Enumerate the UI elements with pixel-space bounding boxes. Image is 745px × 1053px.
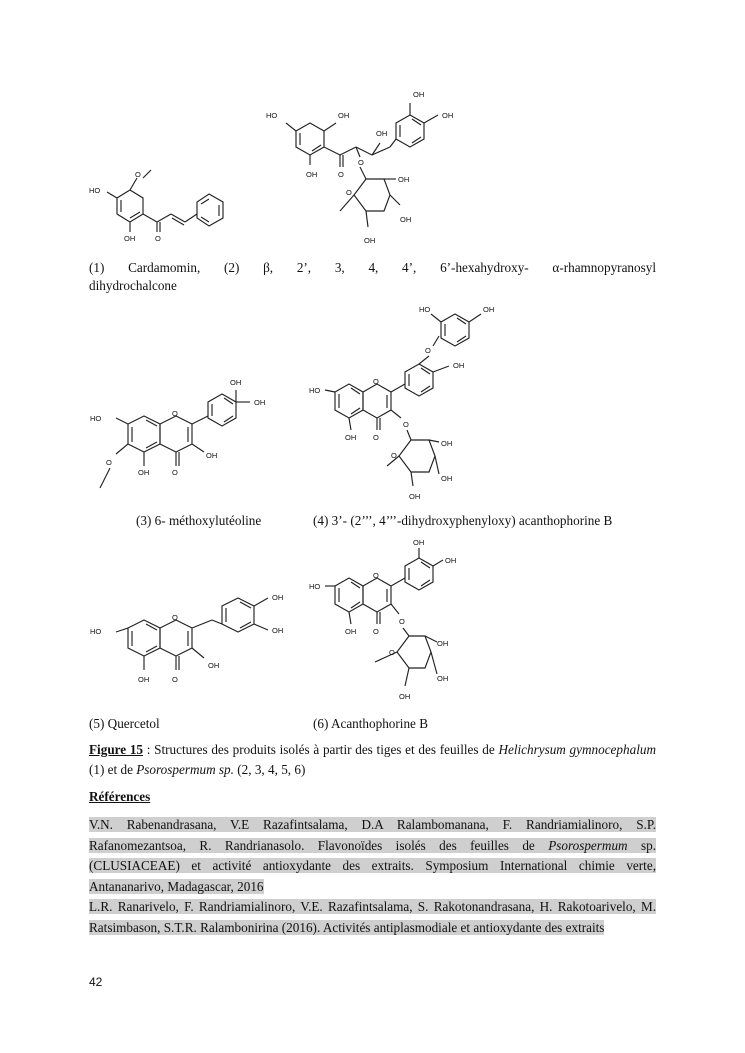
label-2-w1: β, [263, 260, 274, 275]
caption-species-2: Psorospermum sp. [136, 762, 234, 777]
oh-s2-4: OH [441, 474, 453, 483]
label-2-w4: 4, [368, 260, 379, 275]
reference-1 [89, 815, 656, 897]
oh-b-4: OH [453, 361, 465, 370]
ref1-text: V.N. Rabenandrasana, V.E Razafintsalama, D.A Ralambomanana, F. Randriamialinoro, S.P. Rafanomezantsoa, R. Randrianasolo. Flavonoïdes isolés des feuilles de [89, 817, 656, 853]
ketone-o-5: O [172, 675, 178, 684]
ref1-text-2: sp. (CLUSIACEAE) et activité antioxydante des extraits. Symposium International chimie verte, Antananarivo, Madagascar, 2016 [89, 837, 656, 894]
oh-c5-4: OH [345, 433, 357, 442]
label-2-w7: α-rhamnopyranosyl [552, 260, 657, 275]
label-2-num: (2) [223, 260, 240, 275]
ketone-o-1: O [155, 234, 161, 243]
oh-s2-6: OH [437, 674, 449, 683]
label-2-w2: 2’, [296, 260, 312, 275]
caption-text-3: (2, 3, 4, 5, 6) [233, 762, 306, 777]
label-4: (4) 3’- (2’’’, 4’’’-dihydroxyphenyloxy) acanthophorine B [313, 513, 613, 528]
methoxy-o-1: O [135, 170, 141, 179]
ho-4: HO [309, 386, 321, 395]
oh-top-3: OH [230, 378, 242, 387]
oh-2d: OH [413, 90, 425, 99]
label-5: (5) Quercetol [89, 716, 160, 731]
ho-1a: HO [89, 186, 101, 195]
label-2-w6: 6’-hexahydroxy- [440, 260, 529, 275]
label-1: (1) Cardamomin, [89, 260, 201, 275]
ho-3: HO [90, 414, 102, 423]
ether-o-2: O [358, 158, 364, 167]
oh-s1-4: OH [441, 439, 453, 448]
oh-2b: OH [338, 111, 350, 120]
oh-s3-6: OH [399, 692, 411, 701]
references-heading: Références [89, 789, 151, 804]
caption-text-2: (1) et de [89, 762, 137, 777]
oh-c5-6: OH [345, 627, 357, 636]
oh-2c: OH [306, 170, 318, 179]
figure-label: Figure 15 [89, 742, 144, 757]
oh-top-6: OH [413, 538, 425, 547]
label-2-line2: dihydrochalcone [89, 278, 177, 293]
oh-chain-2: OH [376, 129, 388, 138]
oh-c5-3: OH [138, 468, 150, 477]
bridge-o-4: O [425, 346, 431, 355]
ether-o-4: O [403, 420, 409, 429]
ring-o-6: O [373, 571, 379, 580]
structure-quercetol [88, 586, 298, 706]
structure-dihydroxyphenyloxy-acanthophorine-b [305, 300, 535, 505]
ho-2a: HO [266, 111, 278, 120]
ref1-italic: Psorospermum [548, 837, 628, 853]
ho-5: HO [90, 627, 102, 636]
oh-right-5: OH [272, 626, 284, 635]
ho-6: HO [309, 582, 321, 591]
oh-top-5: OH [272, 593, 284, 602]
ring-o-4: O [373, 377, 379, 386]
sugar-o-6: O [389, 648, 395, 657]
ring-o-3: O [172, 409, 178, 418]
oh-c5-5: OH [138, 675, 150, 684]
oh-c3-3: OH [206, 451, 218, 460]
ref2-text: L.R. Ranarivelo, F. Randriamialinoro, V.E. Razafintsalama, S. Rakotonandrasana, H. Rakotoarivelo, M. Ratsimbason, S.T.R. Ralambonirina (2016). Activités antiplasmodiale et antioxydante des extraits [89, 899, 656, 935]
page-number: 42 [89, 975, 103, 989]
ketone-o-4: O [373, 433, 379, 442]
caption-species-1: Helichrysum gymnocephalum [498, 742, 656, 757]
ketone-o-3: O [172, 468, 178, 477]
structure-hexahydroxy-dihydrochalcone [260, 85, 480, 255]
oh-s1-6: OH [437, 639, 449, 648]
label-6: (6) Acanthophorine B [313, 716, 428, 731]
reference-2 [89, 897, 656, 938]
oh-right-6: OH [445, 556, 457, 565]
sugar-o-4: O [391, 451, 397, 460]
label-2-w5: 4’, [402, 260, 417, 275]
structure-6-methoxyluteoline [88, 372, 288, 502]
label-3: (3) 6- méthoxylutéoline [136, 513, 262, 528]
ether-o-6: O [399, 617, 405, 626]
oh-1b: OH [124, 234, 136, 243]
ketone-o-2: O [338, 170, 344, 179]
oh-right-3: OH [254, 398, 266, 407]
oh-2e: OH [442, 111, 454, 120]
figure-caption [89, 740, 656, 780]
oh-s3-4: OH [409, 492, 421, 501]
ketone-o-6: O [373, 627, 379, 636]
compound-labels-1-2 [89, 259, 656, 277]
caption-text-1: : Structures des produits isolés à partir des tiges et des feuilles de [143, 742, 499, 757]
top-oh-4: OH [483, 305, 495, 314]
methoxy-o-3: O [106, 458, 112, 467]
top-ho-4: HO [419, 305, 431, 314]
oh-r2-2: OH [400, 215, 412, 224]
ring-o-2: O [346, 188, 352, 197]
oh-r3-2: OH [364, 236, 376, 245]
oh-c3-5: OH [208, 661, 220, 670]
oh-r1-2: OH [398, 175, 410, 184]
structure-acanthophorine-b [305, 536, 485, 704]
label-2-w3: 3, [334, 260, 345, 275]
ring-o-5: O [172, 613, 178, 622]
structure-cardamomin [85, 168, 245, 248]
